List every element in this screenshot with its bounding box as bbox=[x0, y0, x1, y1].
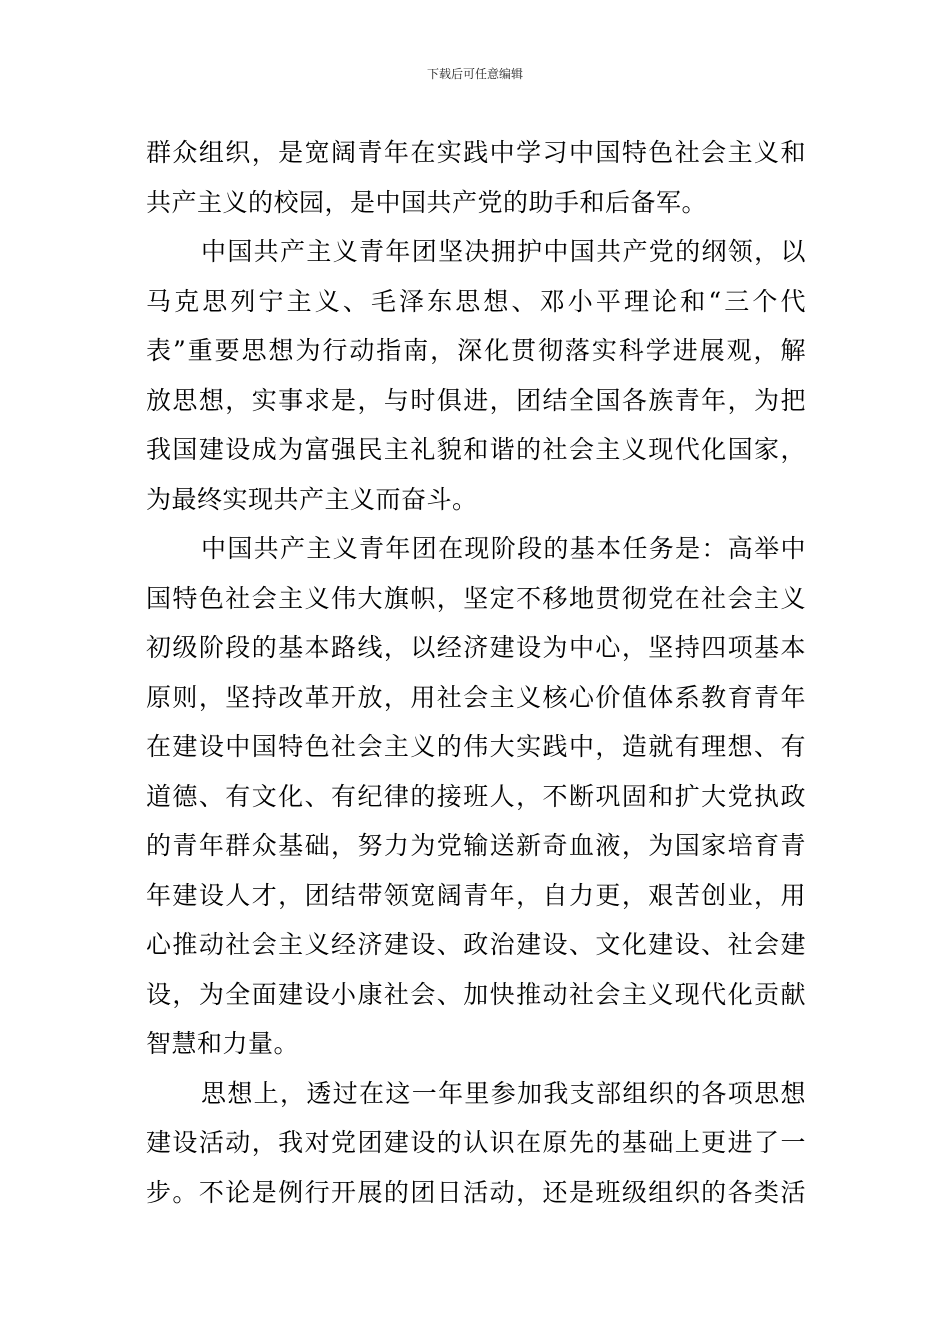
document-body bbox=[146, 128, 806, 1217]
text-line: 放思想，实事求是，与时俱进，团结全国各族青年，为把 bbox=[146, 385, 806, 415]
text-line: 思想上，透过在这一年里参加我支部组织的各项思想 bbox=[201, 1078, 806, 1108]
text-line: 智慧和力量。 bbox=[146, 1029, 300, 1058]
text-line: 的青年群众基础，努力为党输送新奇血液，为国家培育青 bbox=[146, 831, 806, 860]
text-line: 群众组织，是宽阔青年在实践中学习中国特色社会主义和 bbox=[146, 138, 806, 167]
text-line: 年建设人才，团结带领宽阔青年，自力更，艰苦创业，用 bbox=[146, 880, 806, 910]
page-header-note: 下载后可任意编辑 bbox=[426, 67, 523, 81]
text-line: 马克思列宁主义、毛泽东思想、邓小平理论和“三个代 bbox=[146, 286, 806, 316]
text-line: 中国共产主义青年团在现阶段的基本任务是：高举中 bbox=[201, 534, 806, 563]
text-line: 表”重要思想为行动指南，深化贯彻落实科学进展观，解 bbox=[146, 336, 806, 365]
text-line: 为最终实现共产主义而奋斗。 bbox=[146, 484, 478, 514]
text-line: 道德、有文化、有纪律的接班人，不断巩固和扩大党执政 bbox=[146, 781, 806, 811]
text-line: 心推动社会主义经济建设、政治建设、文化建设、社会建 bbox=[146, 930, 806, 959]
text-line: 中国共产主义青年团坚决拥护中国共产党的纲领，以 bbox=[201, 237, 806, 266]
text-line: 建设活动，我对党团建设的认识在原先的基础上更进了一 bbox=[146, 1128, 806, 1157]
text-line: 我国建设成为富强民主礼貌和谐的社会主义现代化国家， bbox=[146, 435, 806, 464]
text-line: 步。不论是例行开展的团日活动，还是班级组织的各类活 bbox=[146, 1177, 806, 1207]
text-line: 初级阶段的基本路线，以经济建设为中心，坚持四项基本 bbox=[146, 633, 806, 662]
text-line: 在建设中国特色社会主义的伟大实践中，造就有理想、有 bbox=[146, 732, 806, 761]
text-line: 原则，坚持改革开放，用社会主义核心价值体系教育青年 bbox=[146, 682, 806, 712]
text-line: 共产主义的校园，是中国共产党的助手和后备军。 bbox=[146, 187, 708, 217]
text-line: 国特色社会主义伟大旗帜，坚定不移地贯彻党在社会主义 bbox=[146, 583, 806, 613]
text-line: 设，为全面建设小康社会、加快推动社会主义现代化贡献 bbox=[146, 979, 806, 1009]
